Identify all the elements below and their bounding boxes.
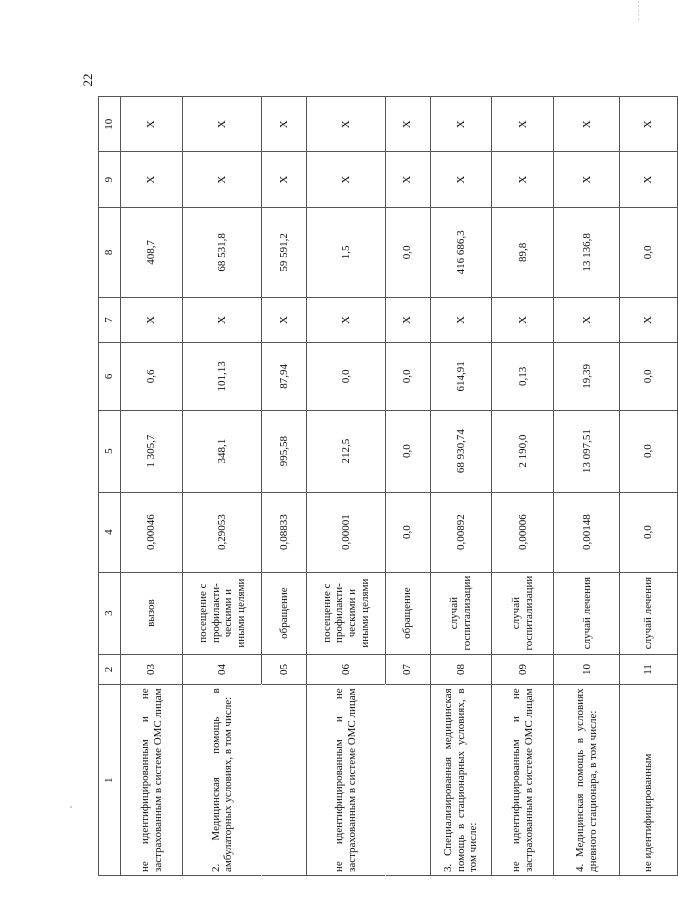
cell-col-3	[262, 572, 307, 654]
cell-col-10: Х	[620, 97, 678, 152]
cell-col-2: 05	[262, 654, 307, 685]
table-row	[620, 97, 678, 876]
corner-scan-mark: -----	[635, 0, 643, 22]
cell-col-1: 2. Медицинская помощь в амбулаторных условиях, в том числе:	[183, 685, 262, 876]
cell-col-9: Х	[620, 152, 678, 207]
service-unit-line: госпитализации	[522, 575, 535, 651]
cell-col-9: Х	[430, 152, 492, 207]
cell-col-8: 89,8	[492, 207, 554, 297]
cell-col-3	[183, 572, 262, 654]
cell-col-8: 1,5	[306, 207, 385, 297]
table-row	[183, 97, 262, 876]
cell-col-5: 995,58	[262, 410, 307, 492]
cell-col-2: 07	[385, 654, 430, 685]
page-number: 22	[80, 73, 95, 87]
cell-col-2: 09	[492, 654, 554, 685]
cell-col-2: 10	[554, 654, 620, 685]
cell-col-10: Х	[385, 97, 430, 152]
cell-col-3	[121, 572, 183, 654]
cell-col-5: 1 305,7	[121, 410, 183, 492]
cell-col-1: 4. Медицинская помощь в условиях дневного стационара, в том числе:	[554, 685, 620, 876]
cell-col-6: 87,94	[262, 343, 307, 411]
table-body	[121, 97, 678, 876]
table-row	[430, 97, 492, 876]
service-unit-line: иными целями	[358, 578, 371, 648]
header-cell-9: 9	[99, 152, 121, 207]
service-unit-line: ческими и	[345, 588, 358, 638]
table-row	[306, 97, 385, 876]
cell-col-2: 06	[306, 654, 385, 685]
cell-col-2: 08	[430, 654, 492, 685]
cell-col-6: 101,13	[183, 343, 262, 411]
cell-col-7: Х	[183, 297, 262, 342]
scan-speck	[70, 806, 72, 808]
header-cell-10: 10	[99, 97, 121, 152]
cell-col-6: 19,39	[554, 343, 620, 411]
cell-col-2: 03	[121, 654, 183, 685]
cell-col-4: 0,08833	[262, 492, 307, 572]
cell-col-9: Х	[554, 152, 620, 207]
cell-col-10: Х	[183, 97, 262, 152]
rates-table	[98, 96, 678, 876]
service-unit-line: вызов	[145, 599, 158, 627]
header-cell-5: 5	[99, 410, 121, 492]
cell-col-5: 2 190,0	[492, 410, 554, 492]
header-cell-3: 3	[99, 572, 121, 654]
cell-col-5: 68 930,74	[430, 410, 492, 492]
table-row	[492, 97, 554, 876]
header-cell-4: 4	[99, 492, 121, 572]
cell-col-1	[385, 685, 430, 876]
service-unit-line: профилакти-	[209, 583, 222, 644]
cell-col-8: 416 686,3	[430, 207, 492, 297]
cell-col-4: 0,29053	[183, 492, 262, 572]
header-cell-1: 1	[99, 685, 121, 876]
service-unit-line: профилакти-	[333, 583, 346, 644]
cell-col-1: не идентифицированным и не застрахованным в системе ОМС лицам	[306, 685, 385, 876]
cell-col-8: 0,0	[385, 207, 430, 297]
cell-col-2: 11	[620, 654, 678, 685]
cell-col-7: Х	[262, 297, 307, 342]
service-unit-line: госпитализации	[461, 575, 474, 651]
cell-col-1: не идентифицированным и не застрахованным в системе ОМС лицам	[121, 685, 183, 876]
cell-col-10: Х	[492, 97, 554, 152]
table-row	[554, 97, 620, 876]
cell-col-6: 0,0	[620, 343, 678, 411]
cell-col-2: 04	[183, 654, 262, 685]
cell-col-4: 0,0	[620, 492, 678, 572]
cell-col-10: Х	[262, 97, 307, 152]
service-unit-line: случай лечения	[642, 576, 655, 650]
cell-col-3	[554, 572, 620, 654]
cell-col-3	[430, 572, 492, 654]
rotated-table-wrapper	[98, 96, 678, 876]
service-unit-line: случай лечения	[580, 576, 593, 650]
header-cell-8: 8	[99, 207, 121, 297]
cell-col-3	[492, 572, 554, 654]
cell-col-10: Х	[306, 97, 385, 152]
table-row	[262, 97, 307, 876]
cell-col-6: 0,13	[492, 343, 554, 411]
cell-col-7: Х	[430, 297, 492, 342]
cell-col-9: Х	[306, 152, 385, 207]
cell-col-1: не идентифицированным и не застрахованным в системе ОМС лицам	[492, 685, 554, 876]
cell-col-5: 212,5	[306, 410, 385, 492]
cell-col-4: 0,0	[385, 492, 430, 572]
cell-col-1: не идентифицированным	[620, 685, 678, 876]
cell-col-10: Х	[121, 97, 183, 152]
cell-col-5: 13 097,51	[554, 410, 620, 492]
header-cell-7: 7	[99, 297, 121, 342]
cell-col-7: Х	[492, 297, 554, 342]
cell-col-3	[385, 572, 430, 654]
header-cell-2: 2	[99, 654, 121, 685]
cell-col-9: Х	[385, 152, 430, 207]
service-unit-line: ческими и	[222, 588, 235, 638]
cell-col-7: Х	[385, 297, 430, 342]
cell-col-8: 408,7	[121, 207, 183, 297]
cell-col-8: 13 136,8	[554, 207, 620, 297]
service-unit-line: иными целями	[234, 578, 247, 648]
cell-col-7: Х	[554, 297, 620, 342]
cell-col-7: Х	[306, 297, 385, 342]
cell-col-9: Х	[183, 152, 262, 207]
cell-col-6: 0,0	[306, 343, 385, 411]
header-cell-6: 6	[99, 343, 121, 411]
cell-col-8: 68 531,8	[183, 207, 262, 297]
cell-col-1: 3. Специализированная медицинская помощь в стационарных условиях, в том числе:	[430, 685, 492, 876]
cell-col-9: Х	[262, 152, 307, 207]
service-unit-line: случай	[448, 597, 461, 630]
cell-col-10: Х	[430, 97, 492, 152]
service-unit-line: обращение	[277, 587, 290, 639]
cell-col-5: 0,0	[385, 410, 430, 492]
cell-col-1	[262, 685, 307, 876]
cell-col-4: 0,00001	[306, 492, 385, 572]
cell-col-4: 0,00892	[430, 492, 492, 572]
cell-col-3	[620, 572, 678, 654]
table-header-row	[99, 97, 121, 876]
service-unit-line: обращение	[401, 587, 414, 639]
cell-col-5: 0,0	[620, 410, 678, 492]
table-row	[121, 97, 183, 876]
cell-col-6: 614,91	[430, 343, 492, 411]
table-row	[385, 97, 430, 876]
cell-col-7: Х	[121, 297, 183, 342]
cell-col-7: Х	[620, 297, 678, 342]
cell-col-4: 0,00046	[121, 492, 183, 572]
service-unit-line: случай	[510, 597, 523, 630]
cell-col-4: 0,00148	[554, 492, 620, 572]
cell-col-8: 59 591,2	[262, 207, 307, 297]
cell-col-9: Х	[121, 152, 183, 207]
cell-col-4: 0,00006	[492, 492, 554, 572]
cell-col-9: Х	[492, 152, 554, 207]
cell-col-3	[306, 572, 385, 654]
cell-col-6: 0,0	[385, 343, 430, 411]
service-unit-line: посещение с	[196, 583, 209, 643]
cell-col-10: Х	[554, 97, 620, 152]
cell-col-6: 0,6	[121, 343, 183, 411]
cell-col-5: 348,1	[183, 410, 262, 492]
service-unit-line: посещение с	[320, 583, 333, 643]
cell-col-8: 0,0	[620, 207, 678, 297]
